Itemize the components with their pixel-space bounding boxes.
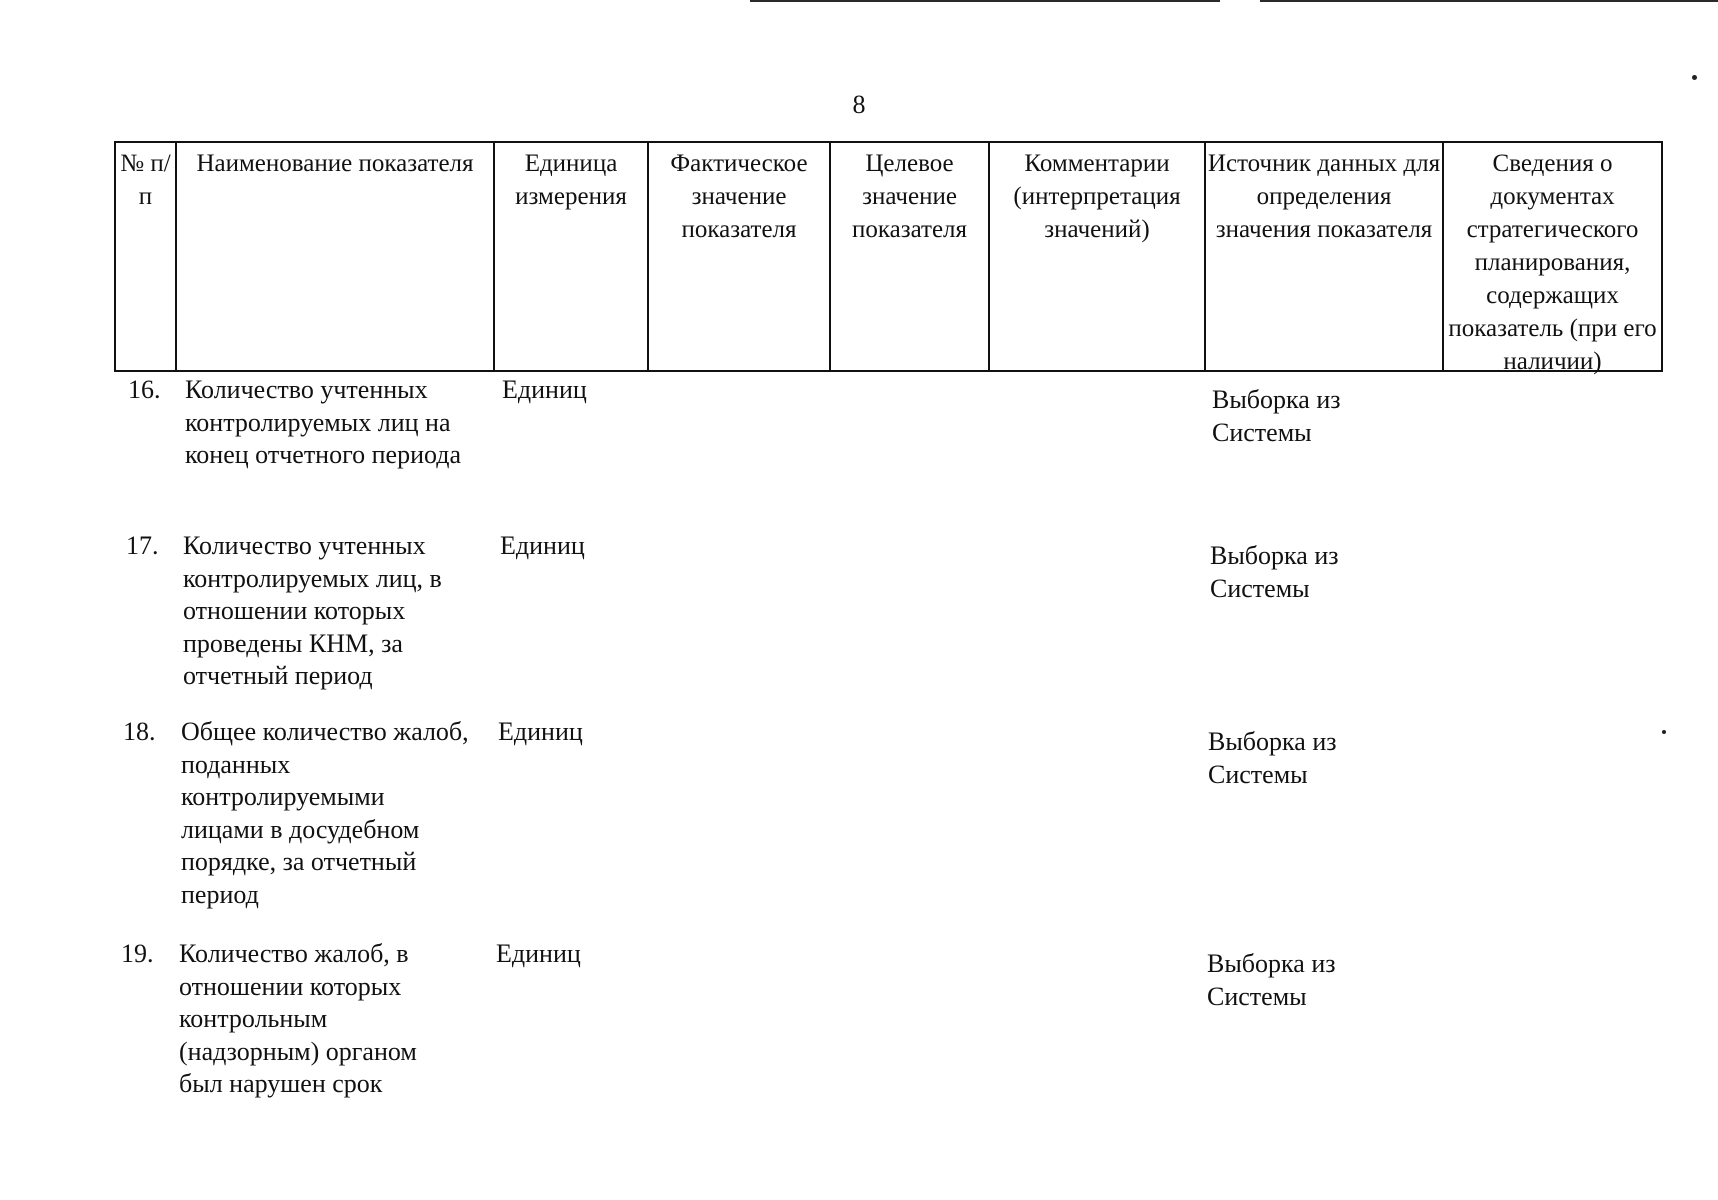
scan-artifact-speck: [1662, 730, 1666, 734]
row-number: 16.: [128, 375, 161, 404]
indicator-name: Количество учтенных контролируемых лиц, в отношении которых проведены КНМ, за отчетный период: [183, 531, 442, 690]
data-source: Выборка из Системы: [1212, 385, 1341, 447]
indicator-name: Количество учтенных контролируемых лиц на конец отчетного периода: [185, 375, 461, 469]
indicator-name: Общее количество жалоб, поданных контролируемыми лицами в досудебном порядке, за отчетный период: [181, 717, 469, 909]
header-cell-comment: Комментарии (интерпретация значений): [990, 143, 1206, 370]
header-cell-name: Наименование показателя: [177, 143, 495, 370]
table-header: [114, 141, 1663, 375]
data-source: Выборка из Системы: [1208, 727, 1337, 789]
row-number: 18.: [123, 717, 156, 746]
scan-artifact-speck: [1692, 75, 1697, 80]
scan-artifact-line: [1260, 0, 1718, 2]
row-number: 19.: [121, 939, 154, 968]
header-cell-target: Целевое значение показателя: [831, 143, 990, 370]
header-cell-source: Источник данных для определения значения показателя: [1206, 143, 1444, 370]
header-cell-docs: Сведения о документах стратегического планирования, содержащих показатель (при его наличии): [1448, 150, 1657, 375]
scan-artifact-line: [750, 0, 1220, 2]
data-source: Выборка из Системы: [1210, 541, 1339, 603]
page-number: 8: [852, 90, 866, 119]
data-source: Выборка из Системы: [1207, 949, 1336, 1011]
unit-value: Единиц: [500, 531, 585, 560]
header-cell-unit: Единица измерения: [495, 143, 649, 370]
header-cell-number: № п/п: [116, 143, 177, 370]
header-cell-actual: Фактическое значение показателя: [649, 143, 831, 370]
indicator-name: Количество жалоб, в отношении которых контрольным (надзорным) органом был нарушен срок: [179, 939, 417, 1098]
unit-value: Единиц: [496, 939, 581, 968]
unit-value: Единиц: [502, 375, 587, 404]
unit-value: Единиц: [498, 717, 583, 746]
row-number: 17.: [126, 531, 159, 560]
